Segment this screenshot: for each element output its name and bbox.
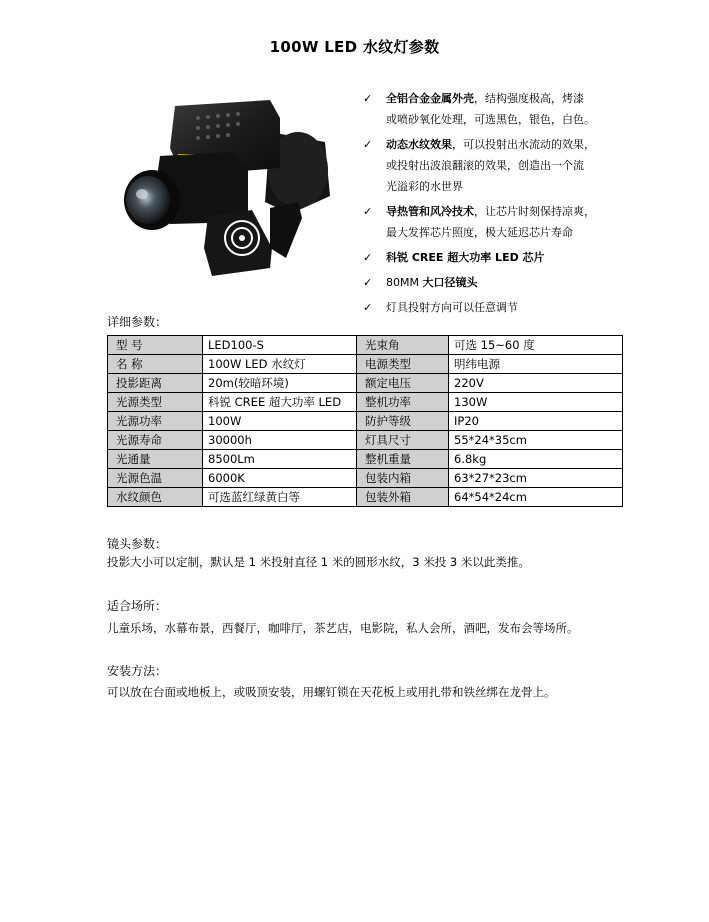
param-value: 130W bbox=[449, 393, 623, 412]
feature-highlight: 大口径镜头 bbox=[422, 276, 478, 289]
param-value: 64*54*24cm bbox=[449, 488, 623, 507]
feature-highlight: 动态水纹效果 bbox=[386, 138, 452, 151]
install-heading: 安装方法： bbox=[107, 664, 168, 678]
param-name: 灯具尺寸 bbox=[357, 431, 449, 450]
param-value: 30000h bbox=[203, 431, 357, 450]
param-value: 6.8kg bbox=[449, 450, 623, 469]
feature-text: 灯具投射方向可以任意调节 bbox=[386, 301, 518, 314]
table-row bbox=[108, 393, 623, 412]
lens-description: 投影大小可以定制，默认是 1 米投射直径 1 米的圆形水纹，3 米投 3 米以此类推。 bbox=[107, 555, 530, 569]
table-row bbox=[108, 336, 623, 355]
param-name: 整机功率 bbox=[357, 393, 449, 412]
table-row bbox=[108, 355, 623, 374]
param-value: 55*24*35cm bbox=[449, 431, 623, 450]
feature-text: 或投射出波浪翻滚的效果，创造出一个流 bbox=[386, 159, 584, 172]
feature-text: ，可以投射出水流动的效果， bbox=[452, 138, 595, 151]
feature-highlight: 导热管和风冷技术 bbox=[386, 205, 474, 218]
param-value: 可选蓝红绿黄白等 bbox=[203, 488, 357, 507]
param-name: 额定电压 bbox=[357, 374, 449, 393]
param-value: 220V bbox=[449, 374, 623, 393]
param-name: 电源类型 bbox=[357, 355, 449, 374]
feature-item bbox=[358, 88, 618, 130]
param-value: 63*27*23cm bbox=[449, 469, 623, 488]
param-value: LED100-S bbox=[203, 336, 357, 355]
table-row bbox=[108, 450, 623, 469]
venues-heading: 适合场所： bbox=[107, 599, 168, 613]
param-value: 100W bbox=[203, 412, 357, 431]
param-name: 光源寿命 bbox=[108, 431, 203, 450]
param-value: 6000K bbox=[203, 469, 357, 488]
feature-item bbox=[358, 272, 618, 293]
param-name: 水纹颜色 bbox=[108, 488, 203, 507]
lens-heading: 镜头参数： bbox=[107, 537, 168, 551]
param-value: 科锐 CREE 超大功率 LED bbox=[203, 393, 357, 412]
param-value: 8500Lm bbox=[203, 450, 357, 469]
venues-description: 儿童乐场，水幕布景，西餐厅，咖啡厅，茶艺店，电影院，私人会所，酒吧，发布会等场所。 bbox=[107, 621, 579, 635]
param-name: 整机重量 bbox=[357, 450, 449, 469]
param-value: IP20 bbox=[449, 412, 623, 431]
table-row bbox=[108, 374, 623, 393]
table-row bbox=[108, 412, 623, 431]
param-value: 20m(较暗环境) bbox=[203, 374, 357, 393]
feature-text: ，结构强度极高，烤漆 bbox=[474, 92, 584, 105]
feature-highlight: 科锐 CREE 超大功率 LED 芯片 bbox=[386, 251, 545, 264]
table-row bbox=[108, 488, 623, 507]
param-name: 防护等级 bbox=[357, 412, 449, 431]
params-table bbox=[107, 335, 623, 507]
check-icon: ✓ bbox=[363, 301, 373, 314]
param-value: 可选 15~60 度 bbox=[449, 336, 623, 355]
param-name: 光源类型 bbox=[108, 393, 203, 412]
param-name: 光源功率 bbox=[108, 412, 203, 431]
params-heading: 详细参数： bbox=[107, 315, 168, 329]
param-name: 包装外箱 bbox=[357, 488, 449, 507]
feature-item bbox=[358, 134, 618, 197]
feature-list bbox=[358, 88, 618, 322]
feature-item bbox=[358, 297, 618, 318]
table-row bbox=[108, 469, 623, 488]
feature-text: 最大发挥芯片照度，极大延迟芯片寿命 bbox=[386, 226, 573, 239]
feature-highlight: 全铝合金金属外壳 bbox=[386, 92, 474, 105]
check-icon: ✓ bbox=[363, 251, 373, 264]
feature-item bbox=[358, 247, 618, 268]
param-name: 光源色温 bbox=[108, 469, 203, 488]
feature-text: 或喷砂氧化处理，可选黑色，银色，白色。 bbox=[386, 113, 595, 126]
install-description: 可以放在台面或地板上，或吸顶安装，用螺钉锁在天花板上或用扎带和铁丝绑在龙骨上。 bbox=[107, 685, 556, 699]
param-value: 明纬电源 bbox=[449, 355, 623, 374]
check-icon: ✓ bbox=[363, 205, 373, 218]
feature-text: 80MM bbox=[386, 276, 423, 289]
feature-text: 光溢彩的水世界 bbox=[386, 180, 463, 193]
param-name: 型 号 bbox=[108, 336, 203, 355]
check-icon: ✓ bbox=[363, 276, 373, 289]
feature-text: ，让芯片时刻保持凉爽， bbox=[474, 205, 595, 218]
feature-item bbox=[358, 201, 618, 243]
product-photo bbox=[120, 98, 342, 278]
param-name: 光束角 bbox=[357, 336, 449, 355]
page-title: 100W LED 水纹灯参数 bbox=[269, 38, 440, 56]
param-name: 投影距离 bbox=[108, 374, 203, 393]
check-icon: ✓ bbox=[363, 138, 373, 151]
param-value: 100W LED 水纹灯 bbox=[203, 355, 357, 374]
param-name: 包装内箱 bbox=[357, 469, 449, 488]
check-icon: ✓ bbox=[363, 92, 373, 105]
param-name: 名 称 bbox=[108, 355, 203, 374]
table-row bbox=[108, 431, 623, 450]
param-name: 光通量 bbox=[108, 450, 203, 469]
